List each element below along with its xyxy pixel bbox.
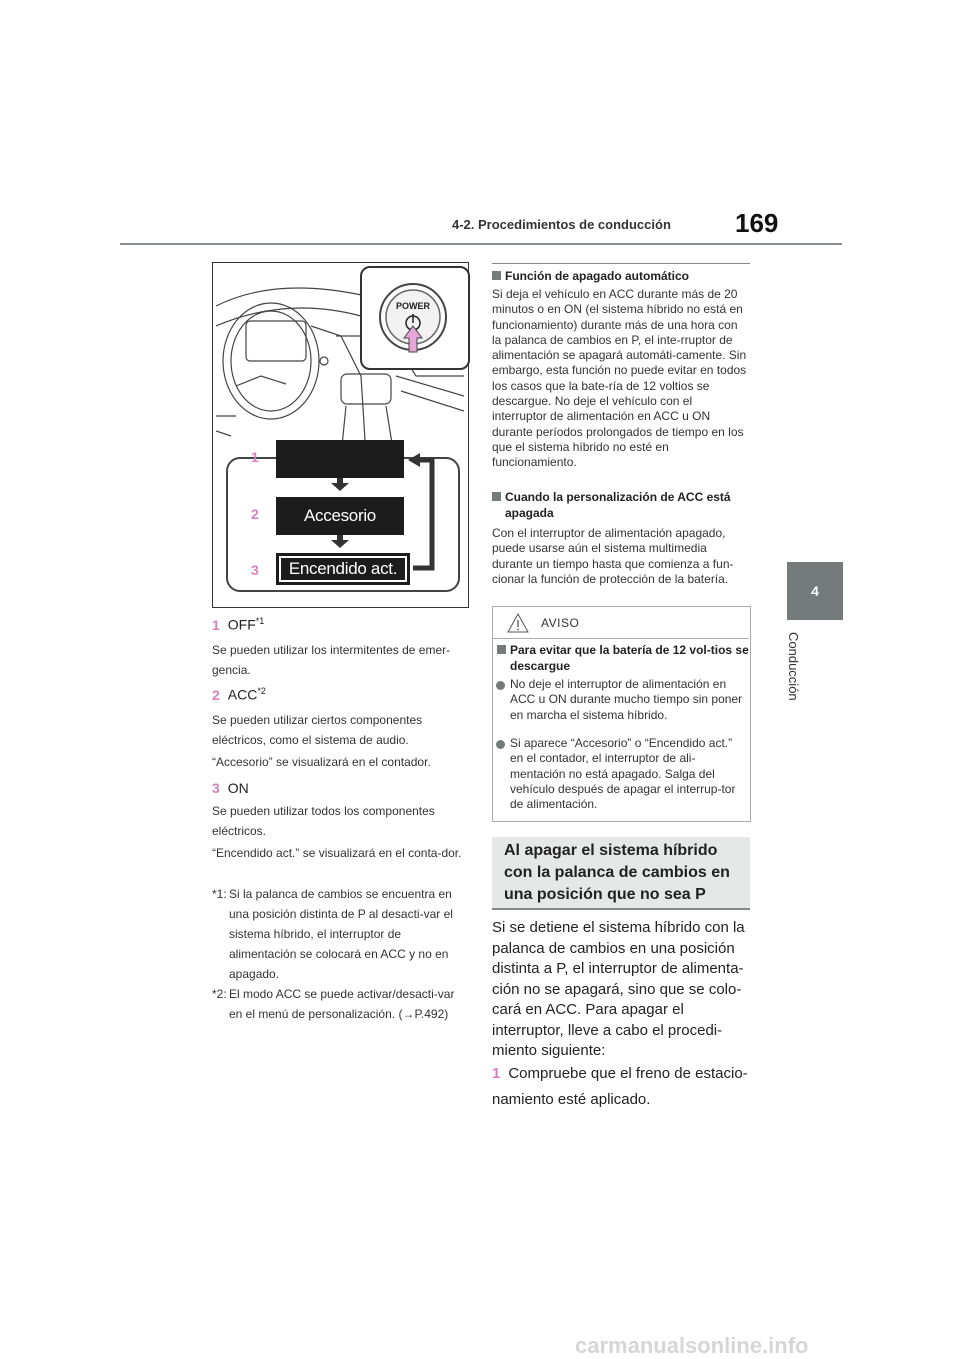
meter-display-encendido: Encendido act. [276, 553, 410, 585]
mode-item-acc-text: Se pueden utilizar ciertos componentes eléctricos, como el sistema de audio. [212, 713, 423, 747]
mode-number: 2 [251, 506, 259, 522]
footnote-2: *2: El modo ACC se puede activar/desacti-var en el menú de personalización. (→P.492) [212, 987, 455, 1021]
paragraph-auto-off: Si deja el vehículo en ACC durante más de 20 minutos o en ON (el sistema híbrido no está en funcionamiento) durante más de una hora con la palanca de cambios en P, el inte-rruptor de alimentación se apagará automáti-camente. Sin embargo, esta función no puede evitar en todos los casos que la bate-ría de 12 voltios se descargue. No deje el vehículo con el interruptor de alimentación en ACC u ON durante períodos prolongados de tiempo en los que el sistema híbrido no esté en funcionamiento. [492, 287, 747, 470]
meter-display-off [276, 440, 404, 478]
cycle-arrow-icon [408, 452, 438, 572]
bullet-icon [496, 740, 505, 749]
section-heading: Al apagar el sistema híbrido con la palanca de cambios en una posición que no sea P [504, 842, 730, 903]
procedure-step-1: 1 Compruebe que el freno de estacio-namiento esté aplicado. [492, 1065, 748, 1108]
mode-number: 3 [251, 562, 259, 578]
watermark: carmanualsonline.info [575, 1333, 809, 1358]
mode-item-off-text: Se pueden utilizar los intermitentes de emer-gencia. [212, 643, 451, 677]
paragraph-acc-custom: Con el interruptor de alimentación apagado, puede usarse aún el sistema multimedia durante un tiempo hasta que comienza a fun-cionar la función de protección de la batería. [492, 526, 734, 586]
warning-title: AVISO [541, 616, 580, 630]
warning-subheading: Para evitar que la batería de 12 vol-tios se descargue [497, 642, 750, 674]
page-number: 169 [735, 208, 779, 238]
section-title: 4-2. Procedimientos de conducción [452, 217, 671, 232]
meter-display-accesorio: Accesorio [276, 497, 404, 535]
mode-item-on: 3 ON [212, 780, 249, 796]
power-label: POWER [395, 301, 431, 311]
mode-item-on-text: Se pueden utilizar todos los componentes eléctricos. [212, 804, 435, 838]
warning-header [493, 607, 749, 639]
power-button-icon[interactable] [372, 276, 458, 362]
warning-bullet-2: Si aparece “Accesorio” o “Encendido act.” en el contador, el interruptor de ali-mentación no está apagado. Salga del vehículo después de apagar el interrup-tor de alimentación. [510, 736, 736, 812]
divider [492, 263, 750, 264]
header-rule [120, 243, 842, 245]
warning-bullet-1: No deje el interruptor de alimentación en ACC u ON durante mucho tiempo sin poner en marcha el sistema híbrido. [510, 677, 743, 722]
mode-number: 1 [251, 449, 259, 465]
subheading-acc-custom: Cuando la personalización de ACC está apagada [492, 489, 750, 521]
mode-item-acc-text2: “Accesorio” se visualizará en el contador. [212, 755, 431, 769]
subheading-auto-off: Función de apagado automático [492, 268, 750, 284]
footnote-1: *1: Si la palanca de cambios se encuentra en una posición distinta de P al desacti-var el sistema híbrido, el interruptor de alimentación se colocará en ACC y no en apagado. [212, 887, 453, 981]
bullet-icon [496, 681, 505, 690]
mode-item-acc: 2 ACC$^{*2}$ [212, 686, 266, 703]
arrow-down-icon [330, 478, 350, 492]
mode-item-on-text2: “Encendido act.” se visualizará en el conta-dor. [212, 846, 462, 860]
section-body: Si se detiene el sistema híbrido con la palanca de cambios en una posición distinta a P, el interruptor de alimenta-ción no se apagará, sino que se colo-cará en ACC. Para apagar el interruptor, lleve a cabo el procedi-miento siguiente: [492, 919, 745, 1059]
chapter-number: 4 [811, 583, 819, 599]
chapter-label: Conducción [786, 632, 801, 701]
warning-triangle-icon [507, 613, 529, 633]
arrow-down-icon [330, 535, 350, 549]
chapter-tab[interactable] [787, 562, 843, 620]
mode-item-off: 1 OFF$^{*1}$ [212, 616, 265, 633]
